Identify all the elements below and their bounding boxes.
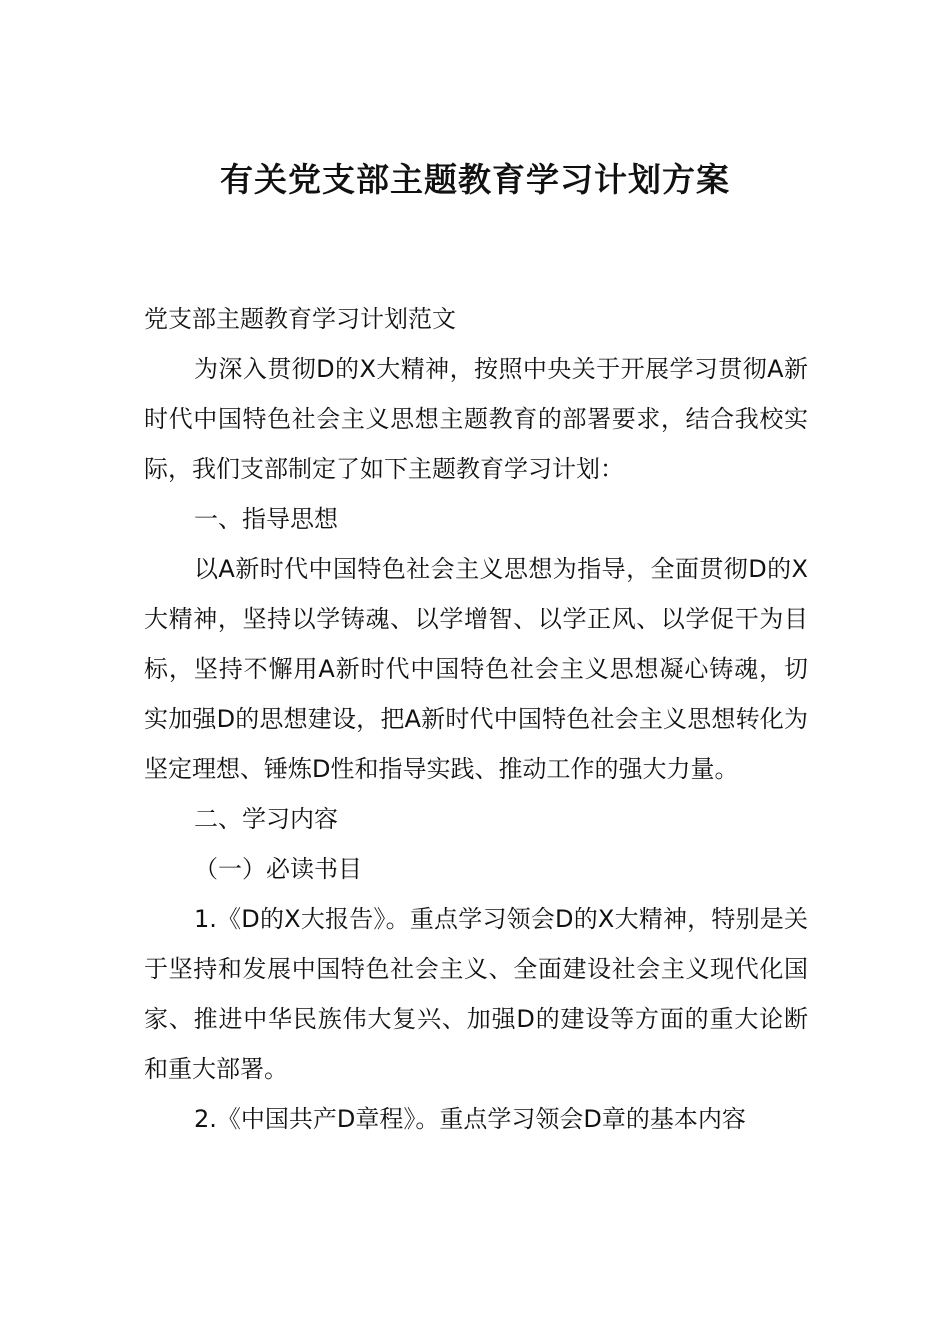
guiding-ideology-paragraph: 以A新时代中国特色社会主义思想为指导，全面贯彻D的X大精神，坚持以学铸魂、以学增智、以学正风、以学促干为目标，坚持不懈用A新时代中国特色社会主义思想凝心铸魂，切实加强D的思想建设，把A新时代中国特色社会主义思想转化为坚定理想、锤炼D性和指导实践、推动工作的强大力量。 [144, 555, 808, 783]
reading-item-1: 1.《D的X大报告》。重点学习领会D的X大精神，特别是关于坚持和发展中国特色社会主义、全面建设社会主义现代化国家、推进中华民族伟大复兴、加强D的建设等方面的重大论断和重大部署。 [144, 905, 808, 1083]
subsection-heading-required-reading: （一）必读书目 [194, 855, 362, 883]
subtitle-paragraph: 党支部主题教育学习计划范文 [144, 305, 456, 333]
document-body [144, 294, 808, 1144]
intro-paragraph: 为深入贯彻D的X大精神，按照中央关于开展学习贯彻A新时代中国特色社会主义思想主题教育的部署要求，结合我校实际，我们支部制定了如下主题教育学习计划： [144, 355, 808, 483]
document-title: 有关党支部主题教育学习计划方案 [220, 160, 730, 199]
section-heading-study-content: 二、学习内容 [194, 805, 338, 833]
reading-item-2: 2.《中国共产D章程》。重点学习领会D章的基本内容 [194, 1105, 746, 1133]
section-heading-guiding-ideology: 一、指导思想 [194, 505, 338, 533]
